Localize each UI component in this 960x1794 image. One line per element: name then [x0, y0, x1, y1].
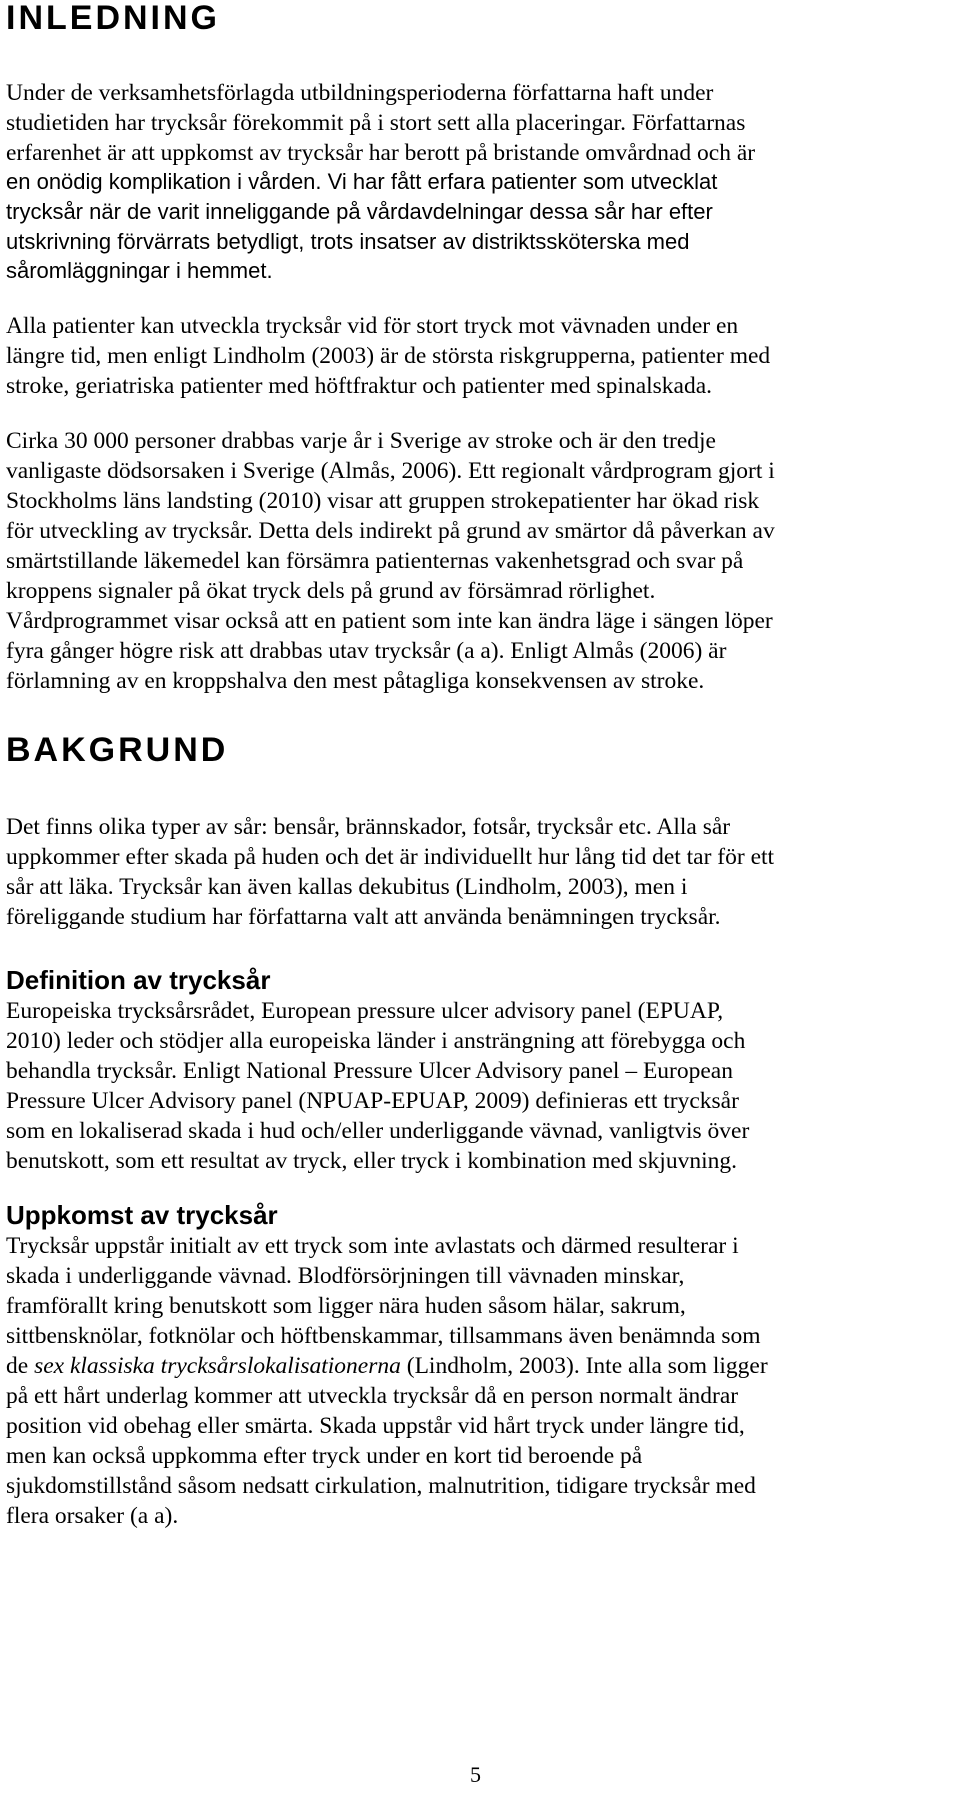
text-line: på ett hårt underlag kommer att utveckla trycksår då en person normalt ändrar [6, 1383, 739, 1409]
text-line: benutskott, som ett resultat av tryck, eller tryck i kombination med skjuvning. [6, 1148, 737, 1174]
text-line: Alla patienter kan utveckla trycksår vid för stort tryck mot vävnaden under en [6, 313, 739, 339]
text-line: som en lokaliserad skada i hud och/eller underliggande vävnad, vanligtvis över [6, 1118, 750, 1144]
heading-definition: Definition av trycksår [6, 965, 271, 995]
inledning-paragraph-2 [6, 311, 956, 401]
text-segment: de [6, 1353, 35, 1379]
text-line: studietiden har trycksår förekommit på i stort sett alla placeringar. Författarnas [6, 110, 746, 136]
text-line: sjukdomstillstånd såsom nedsatt cirkulation, malnutrition, tidigare trycksår med [6, 1473, 756, 1499]
heading-inledning: INLEDNING [6, 0, 220, 37]
heading-bakgrund: BAKGRUND [6, 731, 229, 769]
text-line: sittbensknölar, fotknölar och höftbenskammar, tillsammans även benämnda som [6, 1323, 761, 1349]
text-line: Pressure Ulcer Advisory panel (NPUAP-EPUAP, 2009) definieras ett trycksår [6, 1088, 739, 1114]
text-line: föreliggande studium har författarna valt att använda benämningen trycksår. [6, 904, 721, 930]
text-line: för utveckling av trycksår. Detta dels indirekt på grund av smärtor då påverkan av [6, 518, 775, 544]
text-line: såromläggningar i hemmet. [6, 258, 273, 284]
heading-uppkomst: Uppkomst av trycksår [6, 1200, 278, 1230]
text-line: framförallt kring benutskott som ligger nära huden såsom hälar, sakrum, [6, 1293, 686, 1319]
text-line: fyra gånger högre risk att drabbas utav trycksår (a a). Enligt Almås (2006) är [6, 638, 727, 664]
text-line: Det finns olika typer av sår: bensår, brännskador, fotsår, trycksår etc. Alla sår [6, 814, 731, 840]
text-line: kroppens signaler på ökat tryck dels på grund av försämrad rörlighet. [6, 578, 656, 604]
text-line: erfarenhet är att uppkomst av trycksår har berott på bristande omvårdnad och är [6, 140, 756, 166]
text-line: stroke, geriatriska patienter med höftfraktur och patienter med spinalskada. [6, 373, 713, 399]
definition-paragraph [6, 996, 956, 1176]
inledning-paragraph-1-cont [6, 167, 956, 286]
text-line: uppkommer efter skada på huden och det är individuellt hur lång tid det tar för ett [6, 844, 775, 870]
text-segment: (Lindholm, 2003). Inte alla som ligger [400, 1353, 768, 1379]
page-number: 5 [470, 1762, 481, 1787]
text-line: skada i underliggande vävnad. Blodförsörjningen till vävnaden minskar, [6, 1263, 685, 1289]
inledning-paragraph-1 [6, 78, 956, 168]
text-line: Trycksår uppstår initialt av ett tryck som inte avlastats och därmed resulterar i [6, 1233, 739, 1259]
text-line: förlamning av en kroppshalva den mest påtagliga konsekvensen av stroke. [6, 668, 705, 694]
text-line: Cirka 30 000 personer drabbas varje år i Sverige av stroke och är den tredje [6, 428, 716, 454]
text-line: men kan också uppkomma efter tryck under en kort tid beroende på [6, 1443, 643, 1469]
text-line: Europeiska trycksårsrådet, European pressure ulcer advisory panel (EPUAP, [6, 998, 724, 1024]
text-line: Stockholms läns landsting (2010) visar att gruppen strokepatienter har ökad risk [6, 488, 760, 514]
text-line: en onödig komplikation i vården. Vi har fått erfara patienter som utvecklat [6, 169, 718, 194]
text-line: vanligaste dödsorsaken i Sverige (Almås, 2006). Ett regionalt vårdprogram gjort i [6, 458, 775, 484]
text-line: behandla trycksår. Enligt National Pressure Ulcer Advisory panel – European [6, 1058, 733, 1084]
text-line-mixed [6, 1351, 956, 1381]
text-line: längre tid, men enligt Lindholm (2003) är de största riskgrupperna, patienter med [6, 343, 771, 369]
inledning-paragraph-3 [6, 426, 956, 696]
text-line: sår att läka. Trycksår kan även kallas dekubitus (Lindholm, 2003), men i [6, 874, 688, 900]
text-line: trycksår när de varit inneliggande på vårdavdelningar dessa sår har efter [6, 198, 713, 224]
text-line: 2010) leder och stödjer alla europeiska länder i ansträngning att förebygga och [6, 1028, 746, 1054]
text-line: position vid obehag eller smärta. Skada uppstår vid hårt tryck under längre tid, [6, 1413, 745, 1439]
text-line: flera orsaker (a a). [6, 1503, 179, 1529]
text-line: Vårdprogrammet visar också att en patient som inte kan ändra läge i sängen löper [6, 608, 773, 634]
uppkomst-paragraph [6, 1231, 956, 1531]
text-line: smärtstillande läkemedel kan försämra patienternas vakenhetsgrad och svar på [6, 548, 744, 574]
bakgrund-paragraph [6, 812, 956, 932]
text-line: utskrivning förvärrats betydligt, trots insatser av distriktssköterska med [6, 228, 690, 254]
italic-term: sex klassiska trycksårslokalisationerna [34, 1353, 401, 1379]
text-line: Under de verksamhetsförlagda utbildningsperioderna författarna haft under [6, 80, 714, 106]
